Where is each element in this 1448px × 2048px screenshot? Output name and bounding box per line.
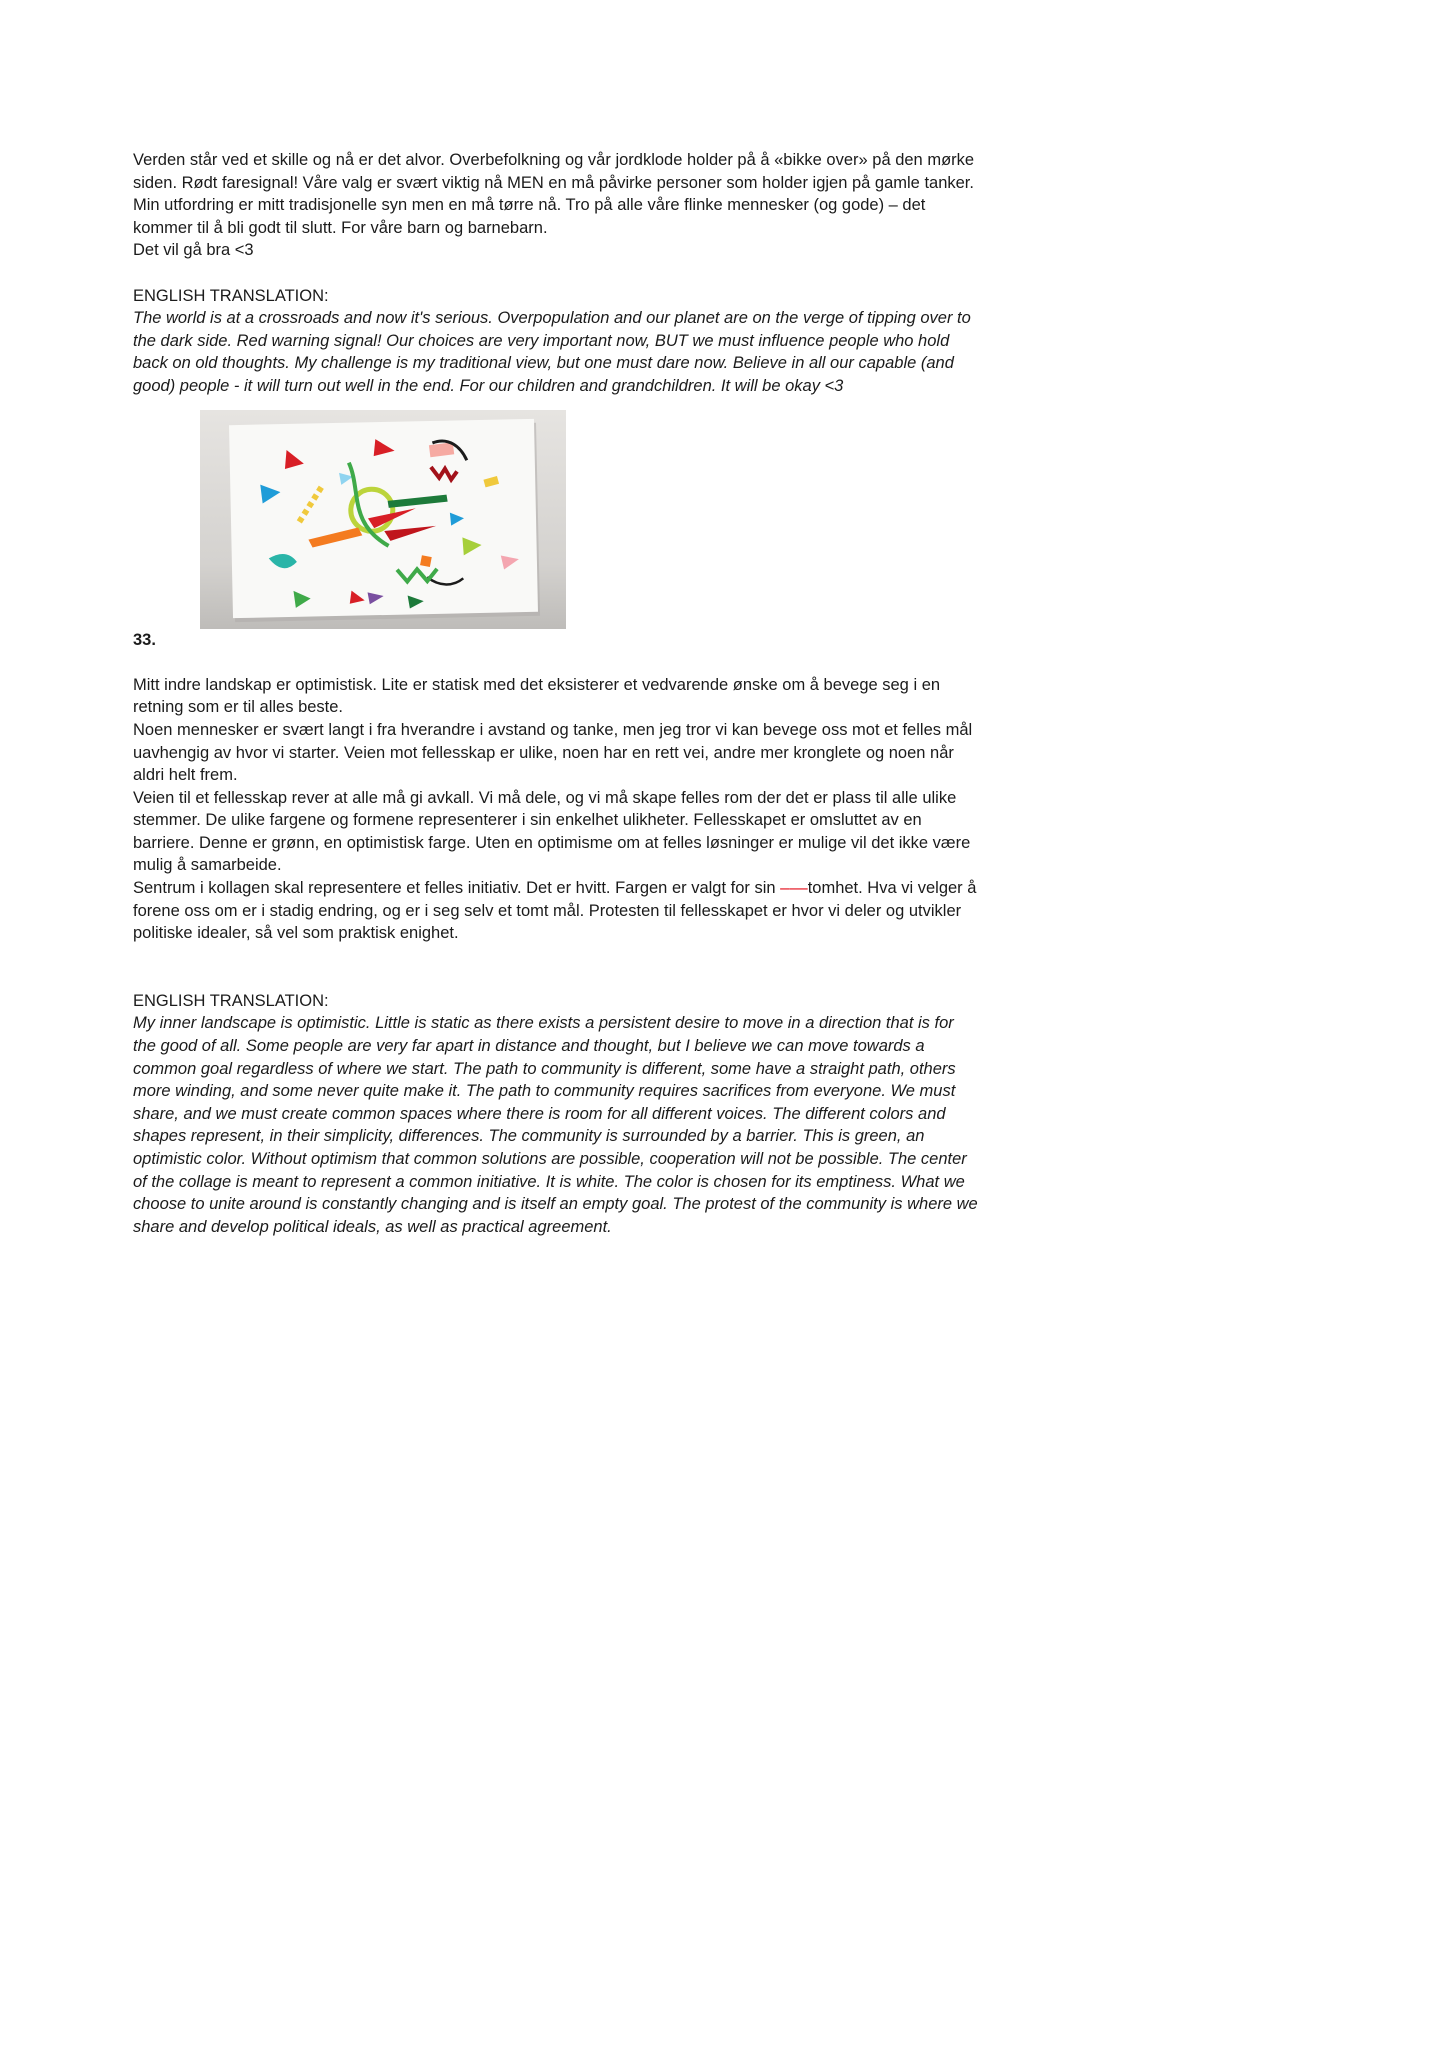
paragraph-collage-norwegian-4 [133,877,978,945]
redacted-dashes: ––– [780,879,808,898]
final-paragraph-post: tomhet. Hva vi velger å forene oss om er i stadig endring, og er i seg selv et tomt mål. Protesten til fellesskapet er hvor vi deler og utvikler politiske idealer, så vel som praktisk enighet. [133,879,977,943]
paragraph-english-intro: The world is at a crossroads and now it's serious. Overpopulation and our planet are on the verge of tipping over to the dark side. Red warning signal! Our choices are very important now, BUT we must influence people who hold back on old thoughts. My challenge is my traditional view, but one must dare now. Believe in all our capable (and good) people - it will turn out well in the end. For our children and grandchildren. It will be okay <3 [133,309,971,395]
spacer [133,945,978,990]
paragraph-norwegian-intro: Verden står ved et skille og nå er det alvor. Overbefolkning og vår jordklode holder på å «bikke over» på den mørke siden. Rødt faresignal! Våre valg er svært viktig nå MEN en må påvirke personer som holder igjen på gamle tanker. Min utfordring er mitt tradisjonelle syn men en må tørre nå. Tro på alle våre flinke mennesker (og gode) – det kommer til å bli godt til slutt. For våre barn og barnebarn. [133,151,975,237]
spacer [133,651,978,674]
figure-number: 33. [133,630,156,649]
paragraph-collage-norwegian-3: Veien til et fellesskap rever at alle må gi avkall. Vi må dele, og vi må skape felles rom der det er plass til alle ulike stemmer. De ulike fargene og formene representerer i sin enkelhet ulikheter. Fellesskapet er omsluttet av en barriere. Denne er grønn, en optimistisk farge. Uten en optimisme om at felles løsninger er mulige vil det ikke være mulig å samarbeide. [133,788,971,875]
paragraph-collage-english: My inner landscape is optimistic. Little is static as there exists a persistent desire to move in a direction that is for the good of all. Some people are very far apart in distance and thought, but I believe we can move towards a common goal regardless of where we start. The path to community is different, some have a straight path, others more winding, and some never quite make it. The path to community requires sacrifices from everyone. We must share, and we must create common spaces where there is room for all different voices. The different colors and shapes represent, in their simplicity, differences. The community is surrounded by a barrier. This is green, an optimistic color. Without optimism that common solutions are possible, cooperation will not be possible. The center of the collage is meant to represent a common initiative. It is white. The color is chosen for its emptiness. What we choose to unite around is constantly changing and is itself an empty goal. The protest of the community is where we share and develop political ideals, as well as practical agreement. [133,1014,978,1236]
paragraph-collage-norwegian-2: Noen mennesker er svært langt i fra hverandre i avstand og tanke, men jeg tror vi kan bevege oss mot et felles mål uavhengig av hvor vi starter. Veien mot fellesskap er ulike, noen har en rett vei, andre mer kronglete og noen når aldri helt frem. [133,720,973,785]
final-paragraph-pre: Sentrum i kollagen skal representere et felles initiativ. Det er hvitt. Fargen er valgt for sin [133,879,781,898]
spacer [133,262,978,285]
document-content [133,149,978,1238]
collage-photo [200,410,566,629]
paragraph-collage-norwegian-1: Mitt indre landskap er optimistisk. Lite er statisk med det eksisterer et vedvarende ønske om å bevege seg i en retning som er til alles beste. [133,675,941,717]
heading-english-translation-1: ENGLISH TRANSLATION: [133,286,329,305]
heading-english-translation-2: ENGLISH TRANSLATION: [133,991,329,1010]
paragraph-norwegian-intro-closing: Det vil gå bra <3 [133,241,254,260]
collage-artwork-svg [200,410,566,629]
